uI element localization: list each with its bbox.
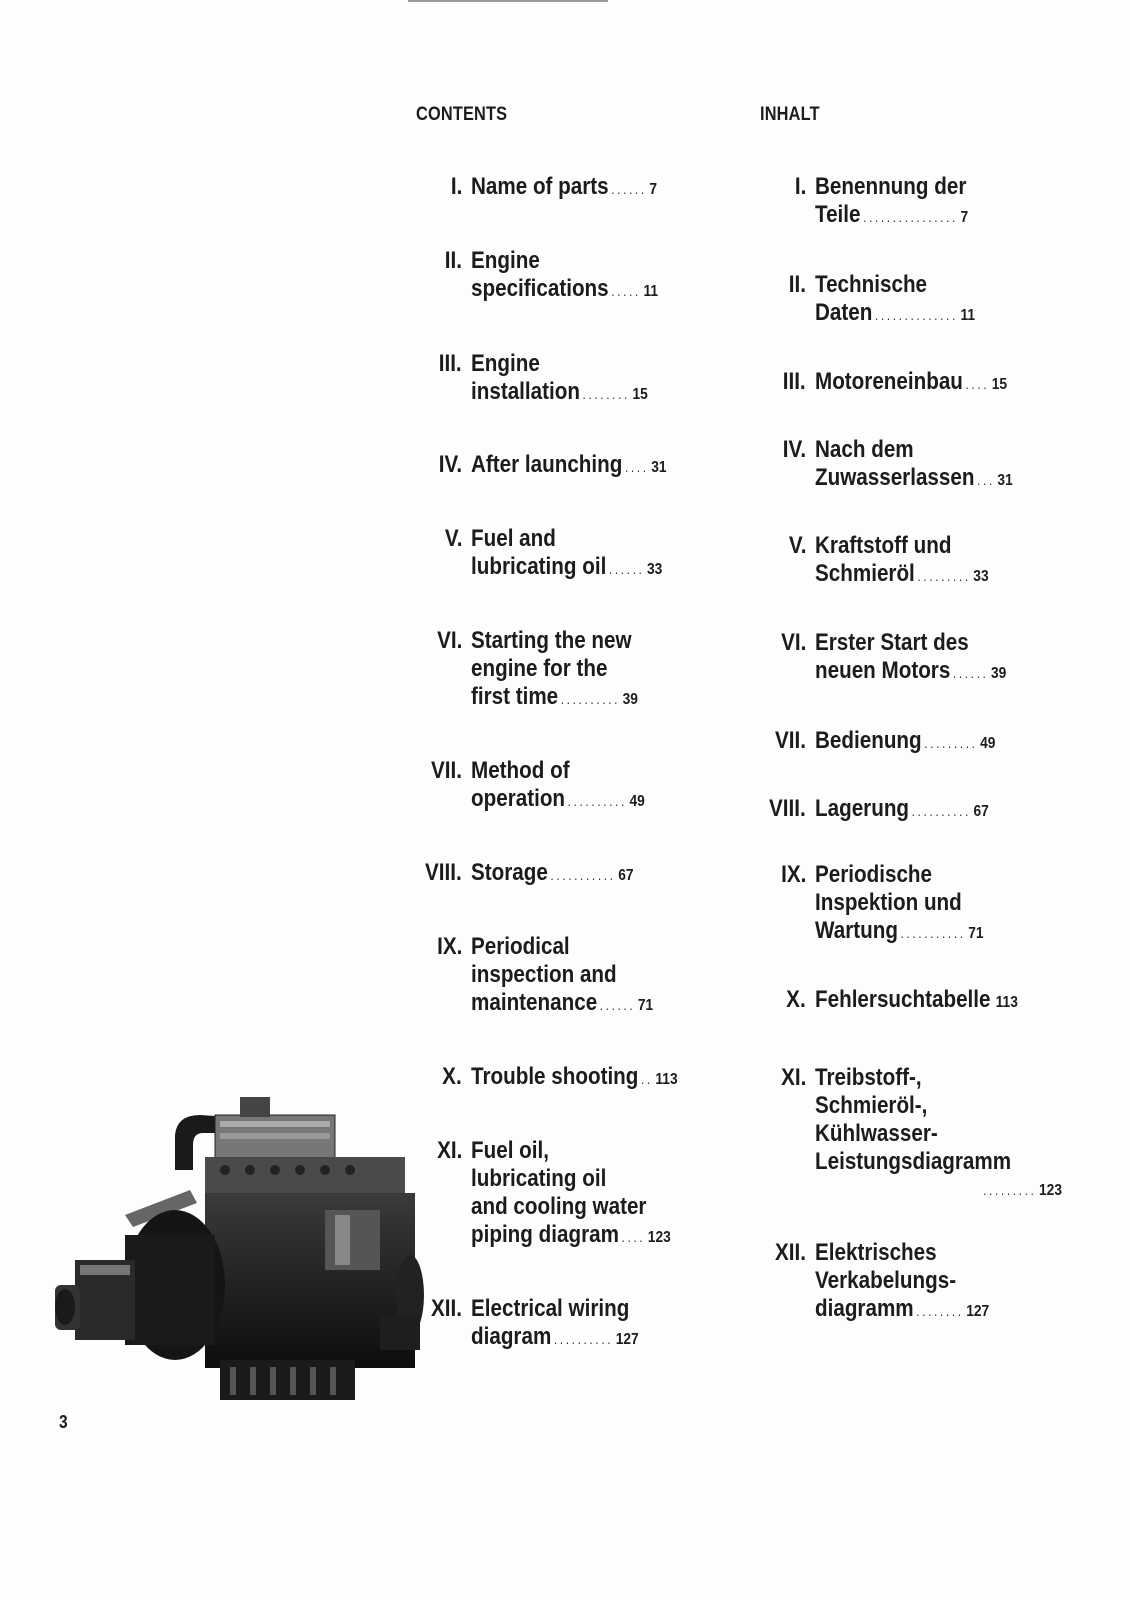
entry-number: XI. bbox=[436, 1137, 462, 1164]
page-reference[interactable]: 33 bbox=[647, 561, 663, 578]
entry-number: IX. bbox=[780, 861, 806, 888]
leader-dots: ......... bbox=[917, 568, 971, 584]
entry-number: IX. bbox=[436, 933, 462, 960]
entry-title-line: Nach dem bbox=[815, 436, 914, 463]
page-reference[interactable]: 71 bbox=[637, 997, 654, 1014]
leader-dots: ......... bbox=[924, 735, 978, 751]
page-reference[interactable]: 113 bbox=[655, 1071, 678, 1088]
leader-dots: ...... bbox=[599, 997, 636, 1013]
entry-title-line: maintenance bbox=[471, 989, 598, 1016]
page-reference[interactable]: 31 bbox=[651, 459, 667, 476]
entry-title-line: diagram bbox=[471, 1323, 552, 1350]
entry-title-line: Verkabelungs- bbox=[815, 1267, 957, 1294]
leader-dots: ................ bbox=[863, 209, 958, 225]
contents-heading: CONTENTS bbox=[416, 104, 508, 125]
entry-title-line: Fuel and bbox=[471, 525, 556, 552]
page-number: 3 bbox=[59, 1412, 68, 1432]
entry-title-line: Motoreneinbau bbox=[815, 368, 963, 395]
entry-title-line: Treibstoff-, bbox=[815, 1064, 922, 1091]
leader-dots: .......... bbox=[553, 1331, 614, 1347]
top-rule-divider bbox=[408, 0, 608, 2]
leader-dots: ...... bbox=[608, 561, 645, 577]
entry-title-line: Lagerung bbox=[815, 795, 910, 822]
page-reference[interactable]: 49 bbox=[629, 793, 645, 810]
page-reference[interactable]: 39 bbox=[622, 691, 638, 708]
entry-number: VIII. bbox=[769, 795, 806, 822]
entry-title-line: Engine bbox=[471, 350, 540, 377]
entry-number: I. bbox=[794, 173, 806, 200]
engine-illustration bbox=[25, 1075, 425, 1405]
page-reference[interactable]: 49 bbox=[980, 735, 996, 752]
entry-number: IV. bbox=[782, 436, 806, 463]
entry-number: III. bbox=[439, 350, 462, 377]
entry-title-line: Inspektion und bbox=[815, 889, 962, 916]
leader-dots: .......... bbox=[560, 691, 621, 707]
leader-dots: .... bbox=[965, 376, 990, 392]
leader-dots: ......... bbox=[983, 1182, 1037, 1198]
entry-title-line: Erster Start des bbox=[815, 629, 969, 656]
entry-number: VI. bbox=[780, 629, 806, 656]
entry-title-line: Zuwasserlassen bbox=[815, 464, 975, 491]
page-reference[interactable]: 113 bbox=[995, 994, 1018, 1011]
entry-title-line: Fehlersuchtabelle bbox=[815, 986, 991, 1013]
page-reference[interactable]: 7 bbox=[649, 181, 658, 198]
entry-number: VIII. bbox=[425, 859, 462, 886]
entry-title-line: Method of bbox=[471, 757, 570, 784]
leader-dots: ........... bbox=[550, 867, 616, 883]
entry-title-line: Wartung bbox=[815, 917, 898, 944]
page-reference[interactable]: 71 bbox=[968, 925, 984, 942]
entry-number: IV. bbox=[438, 451, 462, 478]
page-reference[interactable]: 127 bbox=[966, 1303, 990, 1320]
entry-title-line: Kühlwasser- bbox=[815, 1120, 938, 1147]
entry-title-line: inspection and bbox=[471, 961, 617, 988]
entry-title-line: neuen Motors bbox=[815, 657, 951, 684]
page-reference[interactable]: 31 bbox=[997, 472, 1013, 489]
entry-number: VII. bbox=[775, 727, 806, 754]
entry-title-line: Trouble shooting bbox=[471, 1063, 639, 1090]
entry-number: V. bbox=[444, 525, 462, 552]
entry-title-line: Engine bbox=[471, 247, 540, 274]
page-reference[interactable]: 15 bbox=[632, 386, 648, 403]
page-reference[interactable]: 67 bbox=[973, 803, 989, 820]
entry-title-line: Name of parts bbox=[471, 173, 609, 200]
leader-dots: .......... bbox=[567, 793, 627, 809]
page-reference[interactable]: 11 bbox=[960, 307, 976, 324]
entry-number: VI. bbox=[436, 627, 462, 654]
page-reference[interactable]: 67 bbox=[618, 867, 634, 884]
leader-dots: .... bbox=[621, 1229, 646, 1245]
entry-title-line: Electrical wiring bbox=[471, 1295, 630, 1322]
entry-number: VII. bbox=[431, 757, 462, 784]
entry-title-line: Daten bbox=[815, 299, 873, 326]
leader-dots: ... bbox=[977, 472, 995, 488]
entry-title-line: Schmieröl-, bbox=[815, 1092, 928, 1119]
entry-title-line: engine for the bbox=[471, 655, 608, 682]
leader-dots: ...... bbox=[952, 665, 989, 681]
entry-title-line: Starting the new bbox=[471, 627, 632, 654]
page-reference[interactable]: 123 bbox=[647, 1229, 671, 1246]
entry-title-line: Leistungsdiagramm bbox=[815, 1148, 1012, 1175]
entry-title-line: Fuel oil, bbox=[471, 1137, 549, 1164]
entry-title-line: first time bbox=[471, 683, 559, 710]
entry-number: II. bbox=[444, 247, 462, 274]
page-reference[interactable]: 15 bbox=[991, 376, 1008, 393]
leader-dots: ..... bbox=[611, 283, 641, 299]
entry-title-line: Periodische bbox=[815, 861, 933, 888]
page-reference[interactable]: 11 bbox=[643, 283, 658, 300]
leader-dots: ........ bbox=[916, 1303, 964, 1319]
page-reference[interactable]: 33 bbox=[973, 568, 989, 585]
leader-dots: .... bbox=[624, 459, 649, 475]
entry-title-line: Benennung der bbox=[815, 173, 967, 200]
leader-dots: ...... bbox=[611, 181, 647, 197]
entry-title-line: Kraftstoff und bbox=[815, 532, 952, 559]
entry-title-line: diagramm bbox=[815, 1295, 914, 1322]
page-reference[interactable]: 127 bbox=[615, 1331, 639, 1348]
entry-title-line: piping diagram bbox=[471, 1221, 619, 1248]
leader-dots: .............. bbox=[874, 307, 958, 323]
entry-number: II. bbox=[788, 271, 806, 298]
page-reference[interactable]: 123 bbox=[1039, 1182, 1062, 1199]
page-reference[interactable]: 39 bbox=[991, 665, 1007, 682]
entry-title-line: specifications bbox=[471, 275, 609, 302]
entry-number: XI. bbox=[780, 1064, 806, 1091]
entry-title-line: installation bbox=[471, 378, 580, 405]
entry-title-line: Schmieröl bbox=[815, 560, 915, 587]
entry-number: X. bbox=[786, 986, 806, 1013]
entry-number: XII. bbox=[775, 1239, 806, 1266]
leader-dots: .. bbox=[640, 1071, 653, 1087]
entry-title-line: Periodical bbox=[471, 933, 570, 960]
inhalt-heading: INHALT bbox=[760, 104, 820, 125]
page-reference[interactable]: 7 bbox=[960, 209, 969, 226]
entry-title-line: Storage bbox=[471, 859, 548, 886]
leader-dots: ........... bbox=[900, 925, 966, 941]
entry-title-line: Teile bbox=[815, 201, 861, 228]
entry-title-line: lubricating oil bbox=[471, 1165, 607, 1192]
entry-number: V. bbox=[788, 532, 806, 559]
entry-title-line: lubricating oil bbox=[471, 553, 607, 580]
entry-number: III. bbox=[783, 368, 806, 395]
entry-number: I. bbox=[450, 173, 462, 200]
entry-title-line: After launching bbox=[471, 451, 623, 478]
leader-dots: .......... bbox=[911, 803, 971, 819]
entry-number: X. bbox=[442, 1063, 462, 1090]
entry-title-line: Bedienung bbox=[815, 727, 922, 754]
entry-title-line: Technische bbox=[815, 271, 928, 298]
leader-dots: ........ bbox=[582, 386, 630, 402]
entry-title-line: operation bbox=[471, 785, 566, 812]
entry-title-line: Elektrisches bbox=[815, 1239, 937, 1266]
entry-number: XII. bbox=[431, 1295, 462, 1322]
entry-title-line: and cooling water bbox=[471, 1193, 647, 1220]
